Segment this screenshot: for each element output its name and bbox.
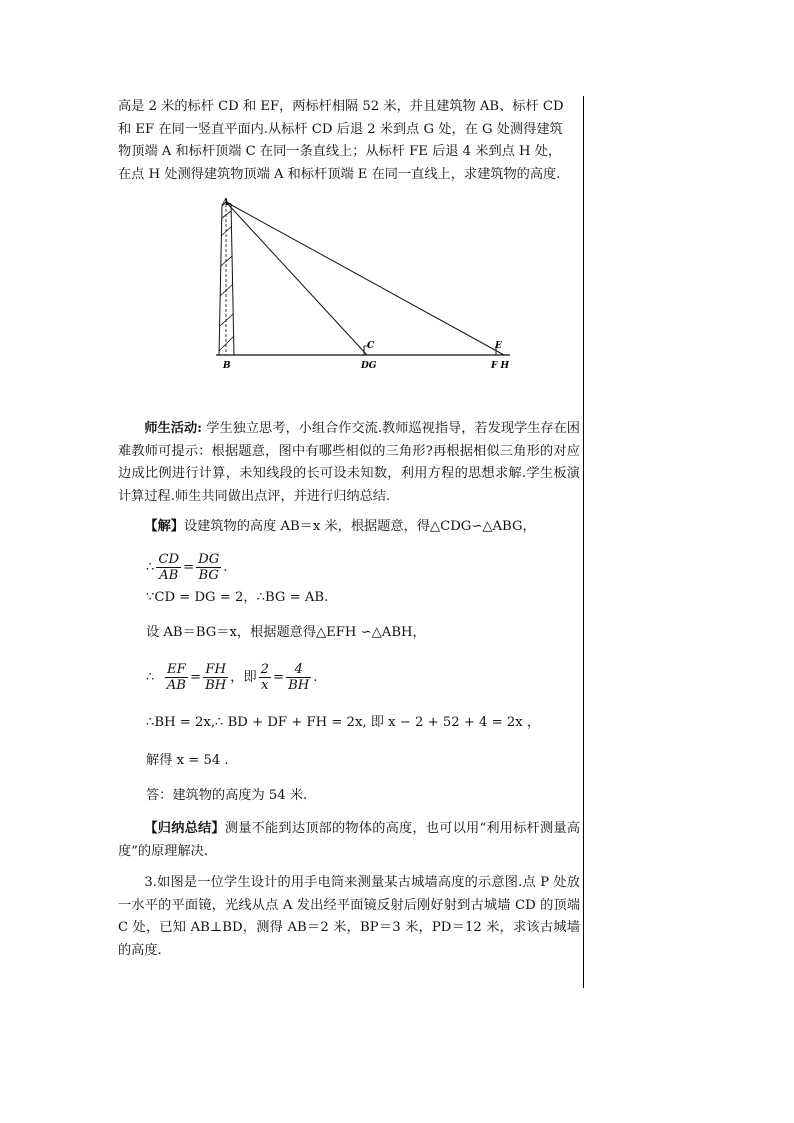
problem-line-4: 在点 H 处测得建筑物顶端 A 和标杆顶端 E 在同一直线上，求建筑物的高度. — [118, 166, 561, 182]
solution-proportion-1: ∴ $\frac{CD}{AB}$ = $\frac{DG}{BG}$ . — [146, 552, 228, 583]
solution-answer: 答：建筑物的高度为 54 米. — [146, 788, 308, 803]
fraction-ef-ab: $\frac{EF}{AB}$ — [166, 662, 186, 693]
label-E: E — [495, 341, 502, 351]
label-A: A — [222, 198, 229, 208]
solution-line-6: ∴BH = 2x,∴ BD + DF + FH = 2x, 即 x − 2 + 52 + 4 = 2x ， — [146, 715, 541, 730]
therefore-symbol-2: ∴ — [146, 670, 155, 685]
solution-section — [118, 516, 580, 539]
fraction-2-x: $\frac{2}{x}$ — [260, 662, 270, 693]
activity-title: 师生活动: — [144, 421, 203, 436]
summary-text: 测量不能到达顶部的物体的高度，也可以用“利用标杆测量高度”的原理解决. — [118, 821, 581, 859]
fraction-cd-ab: $\frac{CD}{AB}$ — [158, 552, 180, 583]
solution-line-3: ∵CD = DG = 2，∴BG = AB. — [146, 590, 329, 605]
solution-line-4: 设 AB＝BG＝x，根据题意得△EFH ∽△ABH， — [146, 625, 426, 640]
problem-3-section — [118, 872, 580, 962]
fraction-4-bh: $\frac{4}{BH}$ — [288, 662, 310, 693]
solution-heading: 【解】 — [144, 519, 184, 534]
activity-section — [118, 418, 580, 508]
sight-line-AG — [226, 202, 367, 355]
problem-line-1: 高是 2 米的标杆 CD 和 EF，两标杆相隔 52 米，并且建筑物 AB、标杆 CD — [118, 99, 564, 114]
building-outline — [219, 202, 234, 355]
summary-heading: 【归纳总结】 — [144, 821, 225, 836]
geometry-figure — [210, 196, 520, 380]
problem-line-3: 物顶端 A 和标杆顶端 C 在同一条直线上；从标杆 FE 后退 4 米到点 H 处， — [118, 144, 562, 159]
column-rule — [583, 96, 584, 988]
therefore-symbol-1: ∴ — [146, 560, 155, 575]
problem-line-2: 和 EF 在同一竖直平面内.从标杆 CD 后退 2 米到点 G 处，在 G 处测得建筑 — [118, 121, 563, 137]
label-DG: DG — [361, 361, 377, 371]
label-FH: F H — [491, 361, 510, 371]
label-C: C — [367, 341, 375, 351]
fraction-fh-bh: $\frac{FH}{BH}$ — [205, 662, 227, 693]
solution-setup: 设建筑物的高度 AB＝x 米，根据题意，得△CDG∽△ABG， — [183, 519, 536, 534]
problem-3-text: 3.如图是一位学生设计的用手电筒来测量某古城墙高度的示意图.点 P 处放一水平的平面镜，光线从点 A 发出经平面镜反射后刚好射到古城墙 CD 的顶端 C 处，已知 AB⊥BD，测得 AB＝2 米，BP＝3 米，PD＝12 米，求该古城墙的高度. — [118, 875, 580, 958]
solution-line-1 — [118, 516, 580, 539]
fraction-dg-bg: $\frac{DG}{BG}$ — [198, 552, 220, 583]
activity-text: 学生独立思考，小组合作交流.教师巡视指导，若发现学生存在困难教师可提示：根据题意，图中有哪些相似的三角形?再根据相似三角形的对应边成比例进行计算，未知线段的长可设未知数，利用方程的思想求解.学生板演计算过程.师生共同做出点评，并进行归纳总结. — [118, 421, 580, 504]
solution-line-7: 解得 x = 54 . — [146, 753, 229, 768]
summary-section — [118, 818, 580, 863]
problem-statement — [118, 96, 580, 186]
solution-proportion-2: ∴ $\frac{EF}{AB}$ = $\frac{FH}{BH}$ ，即 $\frac{2}{x}$ = $\frac{4}{BH}$ . — [146, 662, 318, 693]
activity-paragraph — [118, 418, 580, 508]
sight-line-AH — [226, 202, 504, 355]
label-B: B — [223, 361, 231, 371]
figure-svg — [210, 196, 520, 376]
